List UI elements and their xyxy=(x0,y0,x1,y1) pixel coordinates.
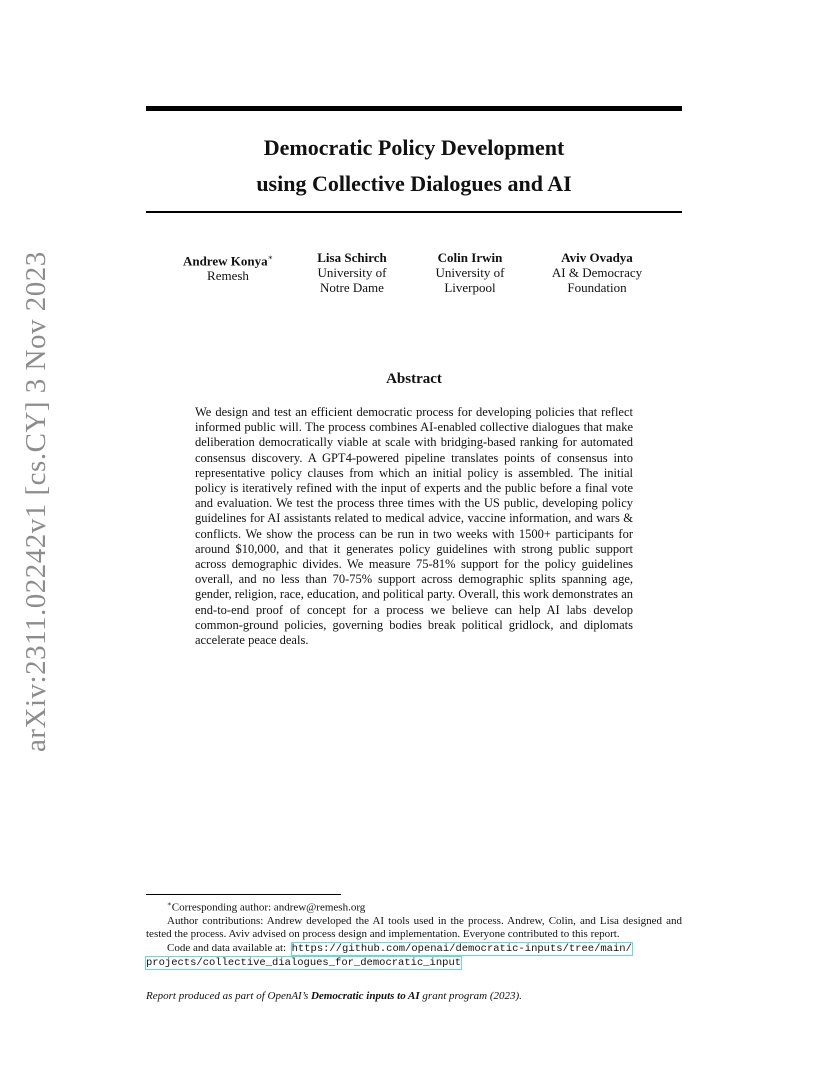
footnote-mark: ∗ xyxy=(167,900,172,908)
footnote-code-url-continued xyxy=(146,956,682,970)
footnote-contributions: Author contributions: Andrew developed the AI tools used in the process. Andrew, Colin, and Lisa designed and tested the process. Aviv advised on process design and implementation. Everyone contributed to this report. xyxy=(146,914,682,941)
author-affiliation: Remesh xyxy=(207,268,249,284)
code-availability-label: Code and data available at: xyxy=(167,941,287,954)
author-name: Lisa Schirch xyxy=(317,250,387,265)
paper-title xyxy=(146,130,682,202)
code-repository-link[interactable]: https://github.com/openai/democratic-inputs/tree/main/ xyxy=(291,942,632,955)
footnote-corresponding: ∗Corresponding author: andrew@remesh.org xyxy=(167,900,366,914)
author-block xyxy=(292,250,412,295)
title-bottom-rule xyxy=(146,211,682,213)
footnote-code-availability xyxy=(146,942,682,956)
corresponding-mark: ∗ xyxy=(267,253,274,262)
abstract-heading: Abstract xyxy=(386,371,442,387)
code-repository-link-continued[interactable]: projects/collective_dialogues_for_democratic_input xyxy=(146,956,462,969)
author-affiliation: Foundation xyxy=(567,280,627,295)
program-name: Democratic inputs to AI xyxy=(310,990,420,1002)
author-affiliation: AI & Democracy xyxy=(551,265,643,280)
author-name: Aviv Ovadya xyxy=(561,250,633,265)
author-name: Andrew Konya∗ xyxy=(182,253,274,269)
arxiv-identifier-stamp: arXiv:2311.02242v1 [cs.CY] 3 Nov 2023 xyxy=(20,251,52,752)
footnotes xyxy=(146,898,682,970)
author-name: Colin Irwin xyxy=(437,250,503,265)
footnote-rule xyxy=(146,894,341,895)
author-affiliation: University of xyxy=(435,265,505,280)
title-line-1: Democratic Policy Development xyxy=(263,135,565,160)
report-note: Report produced as part of OpenAI’s Democratic inputs to AI grant program (2023). xyxy=(146,990,522,1002)
author-affiliation: Notre Dame xyxy=(320,280,384,295)
author-affiliation: Liverpool xyxy=(444,280,496,295)
author-affiliation: University of xyxy=(317,265,387,280)
author-block xyxy=(168,250,288,283)
abstract-text: We design and test an efficient democratic process for developing policies that reflect informed public will. The process combines AI-enabled collective dialogues that make deliberation democratically viable at scale with bridging-based ranking for automated consensus discovery. A GPT4-powered pipeline translates points of consensus into representative policy clauses from which an initial policy is assembled. The initial policy is iteratively refined with the input of experts and the public before a final vote and evaluation. We test the process three times with the US public, developing policy guidelines for AI assistants related to medical advice, vaccine information, and wars & conflicts. We show the process can be run in two weeks with 1500+ participants for around $10,000, and that it generates policy guidelines with strong public support across demographic divides. We measure 75-81% support for the policy guidelines overall, and no less than 70-75% support across demographic splits spanning age, gender, religion, race, education, and political party. Overall, this work demonstrates an end-to-end proof of concept for a process we believe can help AI labs develop common-ground policies, governing bodies break political gridlock, and diplomats accelerate peace deals. xyxy=(195,405,633,648)
author-block xyxy=(532,250,662,295)
title-top-rule xyxy=(146,106,682,111)
author-block xyxy=(410,250,530,295)
title-line-2: using Collective Dialogues and AI xyxy=(256,171,572,196)
